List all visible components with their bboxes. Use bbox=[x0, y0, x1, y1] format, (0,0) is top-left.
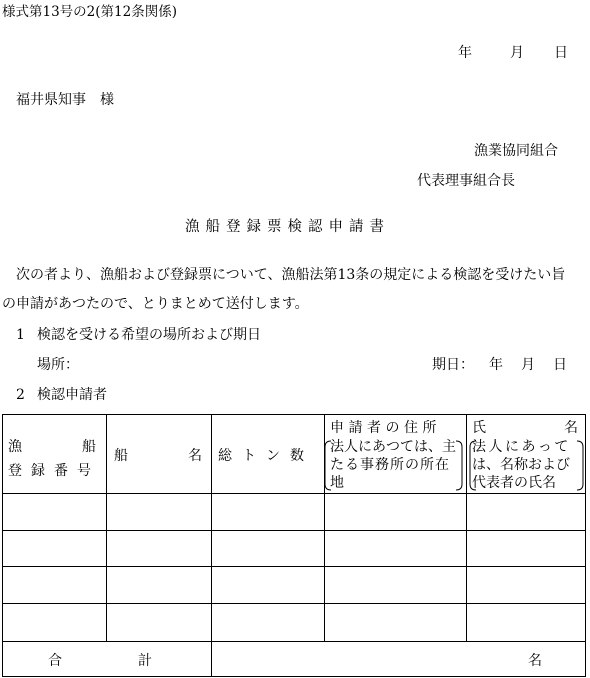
total-char-a: 合 bbox=[48, 653, 62, 669]
header-address-line2: 法人にあつては、主 bbox=[330, 439, 456, 455]
header-vessel-number-line2: 登録番号 bbox=[8, 463, 100, 479]
header-address-line1: 申請者の住所 bbox=[330, 420, 441, 436]
date-day-label: 日 bbox=[554, 45, 568, 61]
header-vessel-char-b: 船 bbox=[82, 439, 96, 455]
header-name-line1 bbox=[472, 421, 578, 435]
section-2-heading: 検認申請者 bbox=[37, 387, 107, 403]
header-address-line3: たる事務所の所在 bbox=[330, 457, 450, 473]
period-day-label: 日 bbox=[553, 357, 567, 373]
date-month-label: 月 bbox=[510, 45, 524, 61]
submission-date bbox=[458, 46, 568, 60]
document-title: 漁船登録票検認申請書 bbox=[185, 219, 390, 235]
date-year-label: 年 bbox=[458, 45, 472, 61]
body-text-line-2: の申請があつたので、とりまとめて送付します。 bbox=[2, 296, 309, 312]
total-char-b: 計 bbox=[138, 653, 152, 669]
applicant-table bbox=[2, 414, 587, 678]
period-month-label: 月 bbox=[521, 357, 535, 373]
sender-organization: 漁業協同組合 bbox=[474, 143, 558, 159]
header-name-line3: は、名称および bbox=[472, 457, 570, 473]
header-gross-tonnage: 総トン数 bbox=[218, 448, 314, 464]
section-1-number: 1 bbox=[16, 327, 25, 343]
total-count-unit: 名 bbox=[528, 653, 542, 669]
header-name-char-b: 名 bbox=[564, 420, 578, 436]
addressee: 福井県知事 様 bbox=[16, 92, 114, 108]
header-vessel-name-char-a: 船 bbox=[114, 448, 128, 464]
header-name-line2: 法人にあって bbox=[472, 439, 571, 455]
header-vessel-number-line1 bbox=[8, 440, 96, 454]
header-vessel-char-a: 漁 bbox=[8, 439, 22, 455]
header-vessel-name-char-b: 名 bbox=[188, 448, 202, 464]
header-address-line4: 地 bbox=[330, 475, 344, 491]
sender-representative: 代表理事組合長 bbox=[417, 173, 515, 189]
section-2-number: 2 bbox=[16, 387, 25, 403]
period-year-label: 年 bbox=[489, 357, 503, 373]
header-name-line4: 代表者の氏名 bbox=[472, 475, 556, 491]
section-1-heading: 検認を受ける希望の場所および期日 bbox=[37, 327, 261, 343]
period-date bbox=[489, 358, 567, 372]
form-number-label: 様式第13号の2(第12条関係) bbox=[2, 4, 177, 20]
header-name-char-a: 氏 bbox=[472, 420, 486, 436]
body-text-line-1: 次の者より、漁船および登録票について、漁船法第13条の規定による検認を受けたい旨 bbox=[16, 267, 566, 283]
place-label: 場所： bbox=[37, 357, 79, 373]
period-label: 期日： bbox=[432, 357, 474, 373]
total-label bbox=[48, 654, 152, 668]
header-vessel-name bbox=[114, 449, 202, 463]
